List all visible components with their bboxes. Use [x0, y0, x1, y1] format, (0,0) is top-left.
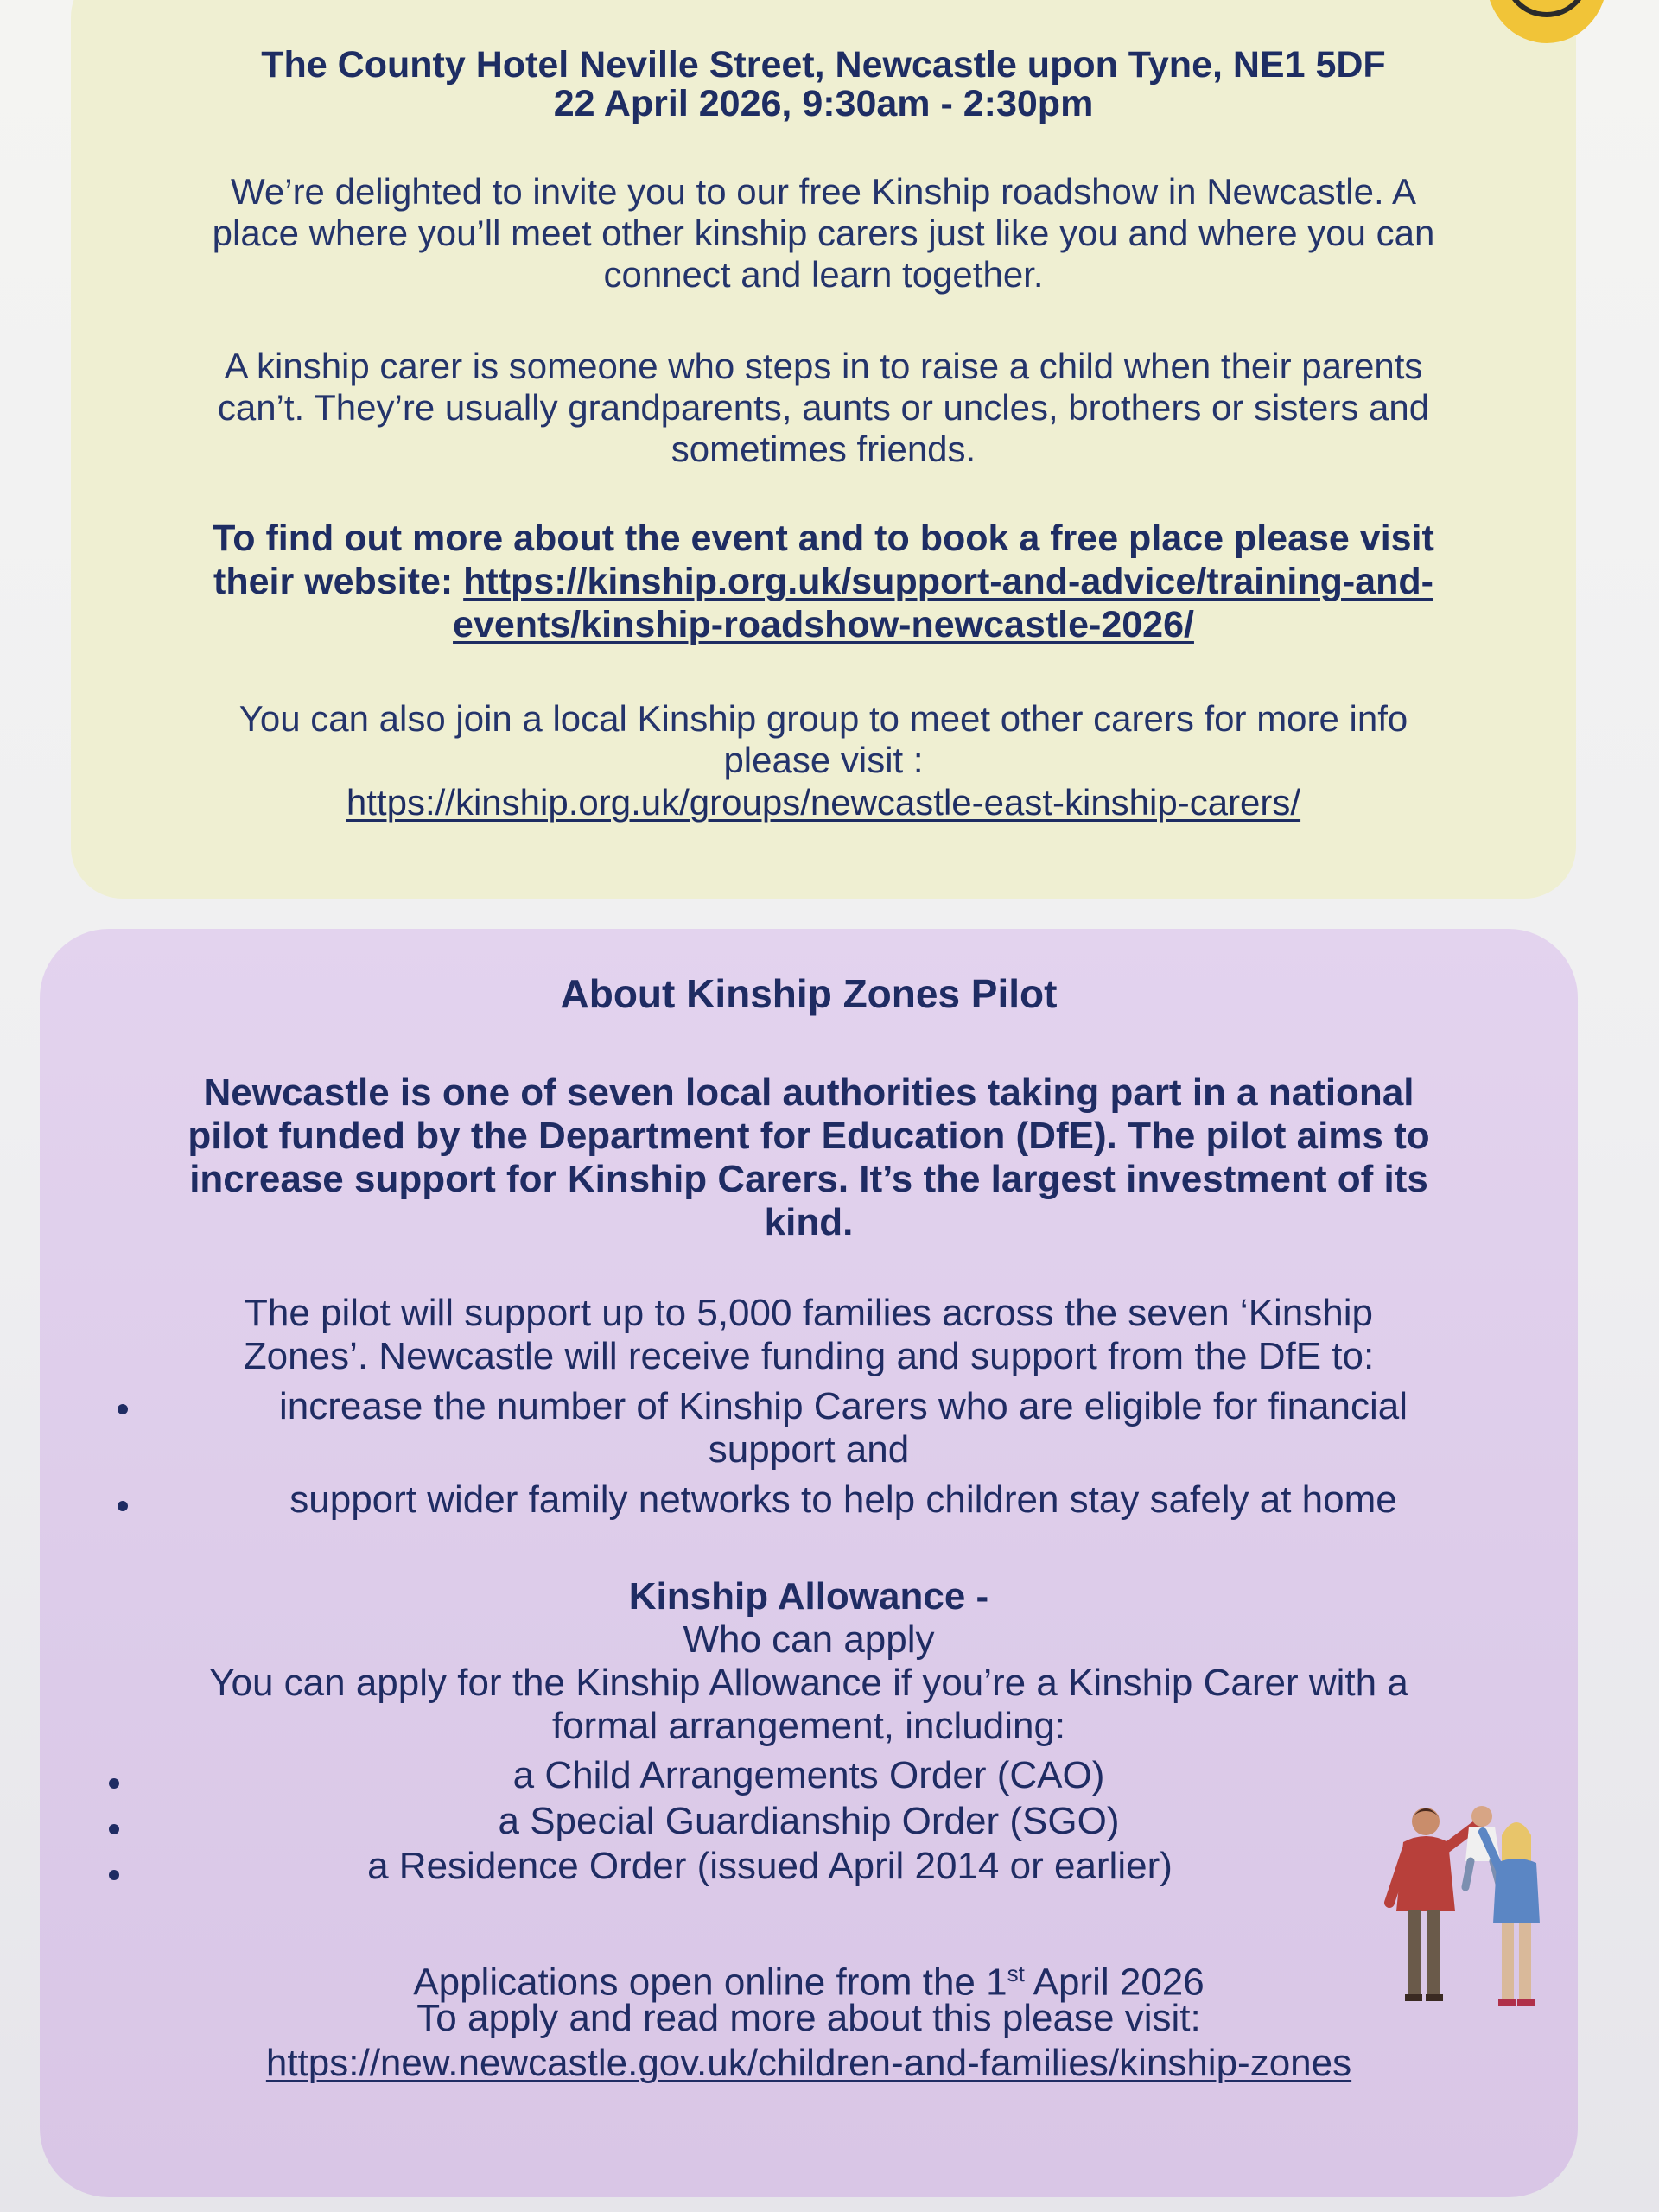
roadshow-link-continued[interactable]: events/kinship-roadshow-newcastle-2026/ [453, 604, 1194, 645]
pilot-intro-line: increase support for Kinship Carers. It’s the largest investment of its [189, 1158, 1428, 1200]
pilot-heading: About Kinship Zones Pilot [560, 971, 1058, 1016]
invite-text-line: We’re delighted to invite you to our free Kinship roadshow in Newcastle. A [231, 171, 1416, 212]
bullet-text: increase the number of Kinship Carers who are eligible for financial [278, 1385, 1408, 1427]
booking-prefix: their website: [213, 561, 464, 602]
apply-link-line [40, 2042, 1578, 2085]
roadshow-link[interactable]: https://kinship.org.uk/support-and-advice/training-and- [463, 561, 1433, 602]
pilot-intro-line: kind. [764, 1201, 854, 1243]
allowance-heading: Kinship Allowance - [628, 1575, 989, 1618]
pilot-intro-line: pilot funded by the Department for Education (DfE). The pilot aims to [188, 1115, 1430, 1157]
carer-text-line: sometimes friends. [671, 429, 976, 469]
open-suffix: April 2026 [1024, 1961, 1205, 2004]
carer-text-line: A kinship carer is someone who steps in to raise a child when their parents [224, 346, 1423, 386]
event-card [71, 0, 1576, 899]
group-text-line [71, 782, 1576, 823]
carer-text-line: can’t. They’re usually grandparents, aunts or uncles, brothers or sisters and [217, 387, 1430, 428]
local-group-link[interactable]: https://kinship.org.uk/groups/newcastle-east-kinship-carers/ [346, 782, 1301, 823]
event-venue: The County Hotel Neville Street, Newcastle upon Tyne, NE1 5DF [261, 44, 1386, 86]
invite-text-line: connect and learn together. [603, 254, 1044, 295]
apply-line: To apply and read more about this please visit: [416, 1997, 1201, 2039]
order-text: a Special Guardianship Order (SGO) [498, 1800, 1120, 1842]
group-text-line: You can also join a local Kinship group to meet other carers for more info [238, 698, 1408, 739]
order-text: a Child Arrangements Order (CAO) [512, 1754, 1105, 1796]
booking-text-line [71, 605, 1576, 645]
allowance-intro-line: You can apply for the Kinship Allowance if you’re a Kinship Carer with a [209, 1662, 1408, 1704]
booking-text-line: To find out more about the event and to book a free place please visit [213, 518, 1434, 559]
pilot-support-line: The pilot will support up to 5,000 families across the seven ‘Kinship [244, 1292, 1373, 1334]
bullet-text: support wider family networks to help children stay safely at home [289, 1478, 1397, 1521]
bullet-text: support and [708, 1428, 910, 1471]
pilot-intro-line: Newcastle is one of seven local authorities taking part in a national [203, 1071, 1414, 1114]
order-text: a Residence Order (issued April 2014 or earlier) [367, 1845, 1173, 1887]
open-sup: st [1007, 1961, 1025, 1986]
group-text-line: please visit : [723, 740, 924, 780]
pilot-support-line: Zones’. Newcastle will receive funding and support from the DfE to: [243, 1335, 1375, 1377]
pilot-card [40, 929, 1578, 2197]
allowance-intro-line: formal arrangement, including: [551, 1705, 1066, 1747]
open-prefix: Applications open online from the 1 [413, 1961, 1007, 2004]
kinship-zones-link[interactable]: https://new.newcastle.gov.uk/children-and-families/kinship-zones [265, 2042, 1352, 2084]
allowance-subheading: Who can apply [683, 1618, 935, 1661]
event-datetime: 22 April 2026, 9:30am - 2:30pm [553, 83, 1094, 124]
family-illustration-icon [1365, 1797, 1555, 2022]
invite-text-line: place where you’ll meet other kinship carers just like you and where you can [212, 213, 1435, 253]
booking-text-line [71, 562, 1576, 601]
